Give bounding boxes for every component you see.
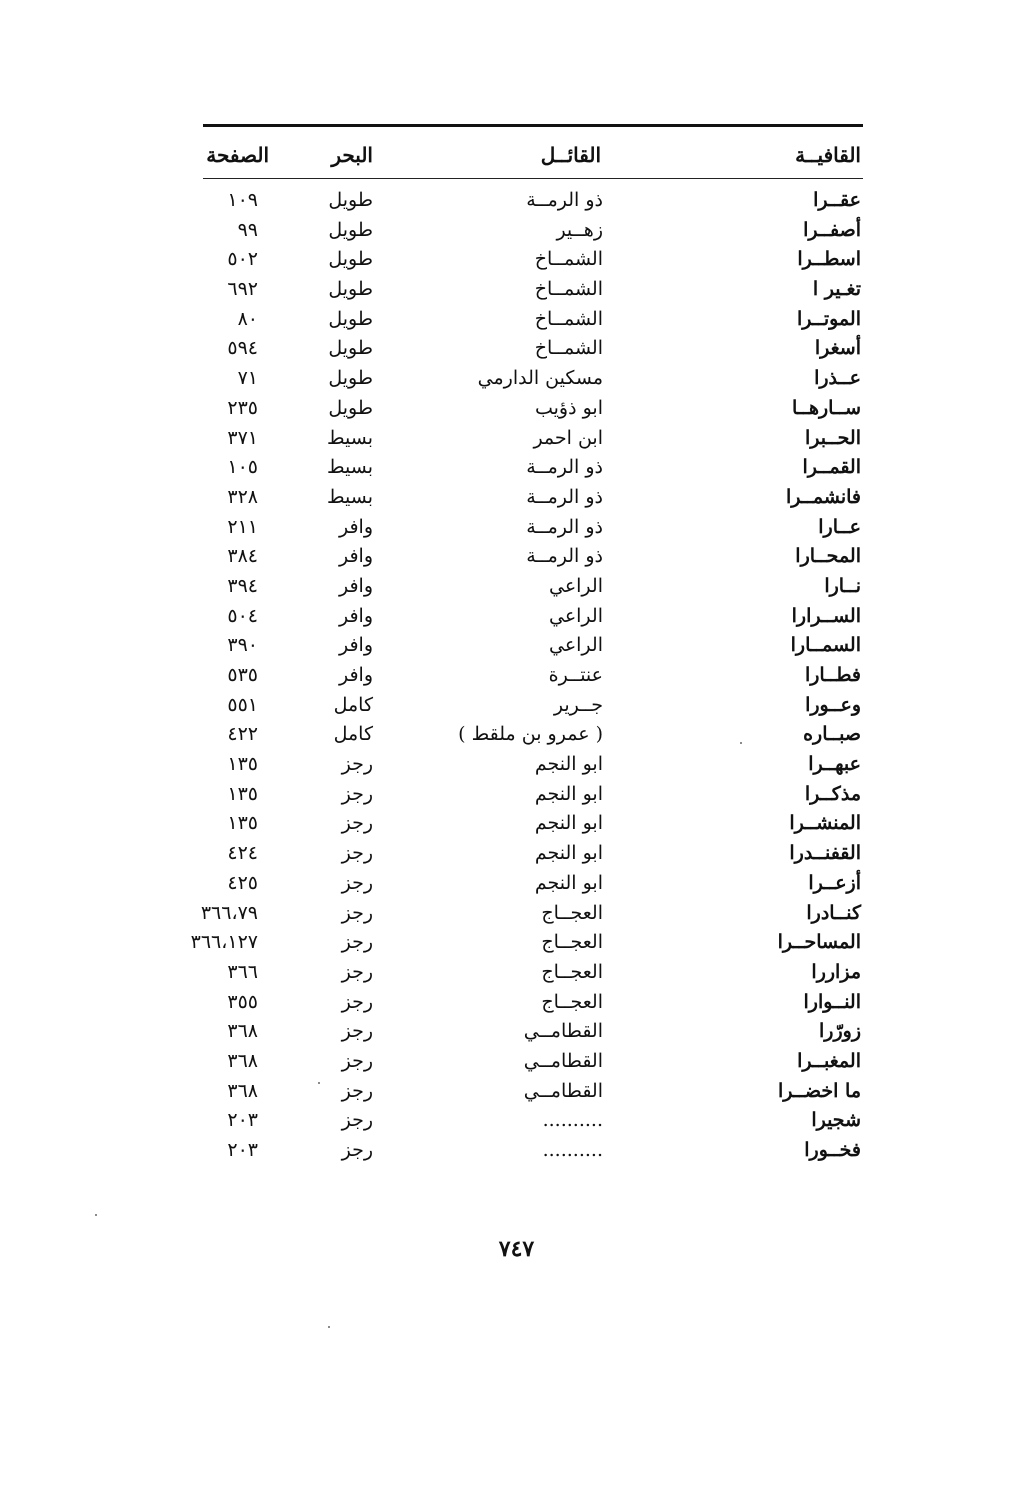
rhyme-cell: عبهــرا xyxy=(808,753,861,776)
table-row xyxy=(0,839,1033,869)
rhyme-cell: كنــادرا xyxy=(806,901,861,924)
meter-cell: رجز xyxy=(341,1020,373,1043)
table-row xyxy=(0,958,1033,988)
table-row xyxy=(0,988,1033,1018)
rhyme-cell: المغبــرا xyxy=(797,1049,861,1072)
page-cell: ٢١١ xyxy=(227,515,258,538)
rhyme-cell: اسطــرا xyxy=(797,248,861,271)
table-row xyxy=(0,780,1033,810)
rhyme-cell: شجيرا xyxy=(811,1109,861,1132)
table-row xyxy=(0,602,1033,632)
poet-cell: ذو الرمــة xyxy=(526,485,603,508)
page-cell: ٤٢٤ xyxy=(227,842,258,865)
page-cell: ٨٠ xyxy=(237,307,258,330)
poet-cell: العجــاج xyxy=(541,990,603,1013)
rhyme-cell: وعــورا xyxy=(805,693,861,716)
meter-cell: رجز xyxy=(341,782,373,805)
table-row xyxy=(0,869,1033,899)
poet-cell: ابو النجم xyxy=(534,753,603,776)
page-cell: ٥٣٥ xyxy=(227,664,258,686)
rhyme-cell: الحــبرا xyxy=(805,426,861,449)
header-rule xyxy=(203,178,863,179)
meter-cell: طويل xyxy=(328,189,373,211)
scan-speck xyxy=(318,1082,320,1084)
poet-cell: العجــاج xyxy=(541,960,603,983)
rhyme-cell: القمــرا xyxy=(802,456,861,479)
poet-cell: ذو الرمــة xyxy=(526,189,603,211)
poet-cell: ابو النجم xyxy=(534,812,603,835)
page-cell: ٢٠٣ xyxy=(227,1139,258,1161)
table-row xyxy=(0,542,1033,572)
header-bahr: البحر xyxy=(331,143,373,167)
page-cell: ١٣٥ xyxy=(227,782,258,805)
meter-cell: وافر xyxy=(338,604,373,627)
table-row xyxy=(0,453,1033,483)
rhyme-cell: فانشمــرا xyxy=(786,485,861,508)
rhyme-cell: الموتــرا xyxy=(796,307,861,330)
poet-cell: الشمــاخ xyxy=(534,278,603,301)
meter-cell: رجز xyxy=(341,753,373,776)
page-cell: ٣٦٨ xyxy=(227,1020,258,1043)
poet-cell: ابو النجم xyxy=(534,842,603,865)
poet-cell: .......... xyxy=(542,1139,603,1161)
page-cell: ٣٨٤ xyxy=(227,545,258,568)
rhyme-cell: صبــاره xyxy=(803,723,861,746)
page-cell: ٣٥٥ xyxy=(227,990,258,1013)
meter-cell: رجز xyxy=(341,1079,373,1102)
meter-cell: كامل xyxy=(333,693,373,716)
page-cell: ٣٩٠ xyxy=(227,634,258,657)
rhyme-cell: فخــورا xyxy=(804,1139,861,1161)
rhyme-cell: ما اخضــرا xyxy=(778,1079,861,1102)
poet-cell: ذو الرمــة xyxy=(526,515,603,538)
rhyme-cell: نــارا xyxy=(824,574,861,597)
poet-cell: ( عمرو بن ملقط ) xyxy=(458,723,603,746)
page-cell: ٣٦٦،٧٩ xyxy=(200,901,258,924)
scan-speck xyxy=(740,742,742,744)
table-row xyxy=(0,928,1033,958)
meter-cell: طويل xyxy=(328,367,373,390)
page-cell: ٤٢٢ xyxy=(227,723,258,746)
table-row xyxy=(0,720,1033,750)
meter-cell: وافر xyxy=(338,664,373,686)
page-cell: ٤٢٥ xyxy=(227,871,258,894)
meter-cell: رجز xyxy=(341,960,373,983)
poet-cell: الراعي xyxy=(548,574,603,597)
page-cell: ٢٣٥ xyxy=(227,396,258,419)
meter-cell: رجز xyxy=(341,842,373,865)
table-row xyxy=(0,631,1033,661)
meter-cell: طويل xyxy=(328,396,373,419)
rhyme-cell: القفنــدرا xyxy=(789,842,861,865)
page-cell: ٣٦٦،١٢٧ xyxy=(190,931,258,954)
table-row xyxy=(0,364,1033,394)
rhyme-cell: السمــارا xyxy=(790,634,861,657)
page-cell: ٣٩٤ xyxy=(227,574,258,597)
rhyme-cell: مذكــرا xyxy=(804,782,861,805)
rhyme-cell: ســارهــا xyxy=(792,396,861,419)
header-qafia: القافيــة xyxy=(795,143,861,167)
table-row xyxy=(0,1077,1033,1107)
page-number: ٧٤٧ xyxy=(498,1236,535,1262)
meter-cell: رجز xyxy=(341,1109,373,1132)
page-cell: ٧١ xyxy=(237,367,258,390)
meter-cell: وافر xyxy=(338,574,373,597)
poet-cell: الشمــاخ xyxy=(534,337,603,360)
table-row xyxy=(0,661,1033,691)
page-cell: ٣٦٦ xyxy=(227,960,258,983)
page-cell: ٩٩ xyxy=(237,218,258,241)
table-row xyxy=(0,572,1033,602)
meter-cell: طويل xyxy=(328,218,373,241)
table-row xyxy=(0,394,1033,424)
header-qael: القائــل xyxy=(540,143,601,167)
table-row xyxy=(0,275,1033,305)
poet-cell: ابن احمر xyxy=(533,426,603,449)
poet-cell: القطامــي xyxy=(523,1049,603,1072)
poet-cell: ابو ذؤيب xyxy=(534,396,603,419)
meter-cell: رجز xyxy=(341,1139,373,1161)
poet-cell: .......... xyxy=(542,1109,603,1132)
table-row xyxy=(0,899,1033,929)
meter-cell: رجز xyxy=(341,990,373,1013)
page-cell: ٥٠٢ xyxy=(227,248,258,271)
page-cell: ٥٥١ xyxy=(227,693,258,716)
page-cell: ١٠٩ xyxy=(227,189,258,211)
table-row xyxy=(0,750,1033,780)
rhyme-cell: المنشــرا xyxy=(789,812,861,835)
meter-cell: طويل xyxy=(328,248,373,271)
poet-cell: العجــاج xyxy=(541,901,603,924)
poet-cell: ابو النجم xyxy=(534,871,603,894)
rhyme-cell: فطــارا xyxy=(804,664,861,686)
page-cell: ١٣٥ xyxy=(227,812,258,835)
page-cell: ١٣٥ xyxy=(227,753,258,776)
meter-cell: طويل xyxy=(328,278,373,301)
page-cell: ٣٦٨ xyxy=(227,1049,258,1072)
scan-speck xyxy=(95,1214,97,1216)
poet-cell: ذو الرمــة xyxy=(526,545,603,568)
meter-cell: بسيط xyxy=(326,426,373,449)
page-cell: ١٠٥ xyxy=(227,456,258,479)
poet-cell: جــرير xyxy=(553,693,603,716)
meter-cell: كامل xyxy=(333,723,373,746)
header-page: الصفحة xyxy=(206,143,269,167)
rhyme-cell: زورّرا xyxy=(819,1020,861,1043)
rhyme-cell: عــارا xyxy=(818,515,861,538)
rhyme-cell: أصفــرا xyxy=(803,218,861,241)
poet-cell: العجــاج xyxy=(541,931,603,954)
index-table xyxy=(0,186,1033,1166)
table-row xyxy=(0,1017,1033,1047)
poet-cell: زهــير xyxy=(556,218,603,241)
meter-cell: وافر xyxy=(338,545,373,568)
page-cell: ٣٢٨ xyxy=(227,485,258,508)
meter-cell: وافر xyxy=(338,634,373,657)
table-row xyxy=(0,691,1033,721)
table-row xyxy=(0,1047,1033,1077)
page-cell: ٣٦٨ xyxy=(227,1079,258,1102)
poet-cell: ابو النجم xyxy=(534,782,603,805)
meter-cell: رجز xyxy=(341,1049,373,1072)
rhyme-cell: الســرارا xyxy=(791,604,861,627)
meter-cell: بسيط xyxy=(326,456,373,479)
table-row xyxy=(0,513,1033,543)
page-cell: ٣٧١ xyxy=(227,426,258,449)
poet-cell: ذو الرمــة xyxy=(526,456,603,479)
rhyme-cell: مزاررا xyxy=(811,960,861,983)
table-row xyxy=(0,1106,1033,1136)
rhyme-cell: عقــرا xyxy=(813,189,861,211)
rhyme-cell: المساحــرا xyxy=(777,931,861,954)
page-cell: ٥٩٤ xyxy=(227,337,258,360)
page-cell: ٢٠٣ xyxy=(227,1109,258,1132)
rhyme-cell: أسغرا xyxy=(814,337,861,360)
table-row xyxy=(0,216,1033,246)
table-row xyxy=(0,809,1033,839)
table-row xyxy=(0,483,1033,513)
table-row xyxy=(0,334,1033,364)
meter-cell: رجز xyxy=(341,901,373,924)
table-row xyxy=(0,305,1033,335)
meter-cell: بسيط xyxy=(326,485,373,508)
meter-cell: وافر xyxy=(338,515,373,538)
poet-cell: الشمــاخ xyxy=(534,248,603,271)
poet-cell: عنتــرة xyxy=(548,664,603,686)
table-row xyxy=(0,245,1033,275)
rhyme-cell: النــوارا xyxy=(803,990,861,1013)
meter-cell: طويل xyxy=(328,337,373,360)
rhyme-cell: تغـير ا xyxy=(812,278,861,301)
page-cell: ٦٩٢ xyxy=(227,278,258,301)
poet-cell: الراعي xyxy=(548,634,603,657)
meter-cell: رجز xyxy=(341,931,373,954)
rhyme-cell: أزعــرا xyxy=(808,871,861,894)
poet-cell: القطامــي xyxy=(523,1079,603,1102)
poet-cell: الراعي xyxy=(548,604,603,627)
scan-speck xyxy=(328,1326,330,1328)
poet-cell: القطامــي xyxy=(523,1020,603,1043)
table-row xyxy=(0,424,1033,454)
table-row xyxy=(0,186,1033,216)
rhyme-cell: عــذرا xyxy=(814,367,861,390)
top-rule xyxy=(203,124,863,127)
page-cell: ٥٠٤ xyxy=(227,604,258,627)
meter-cell: رجز xyxy=(341,871,373,894)
meter-cell: طويل xyxy=(328,307,373,330)
poet-cell: مسكين الدارمي xyxy=(477,367,603,390)
poet-cell: الشمــاخ xyxy=(534,307,603,330)
table-row xyxy=(0,1136,1033,1166)
meter-cell: رجز xyxy=(341,812,373,835)
rhyme-cell: المحــارا xyxy=(795,545,861,568)
